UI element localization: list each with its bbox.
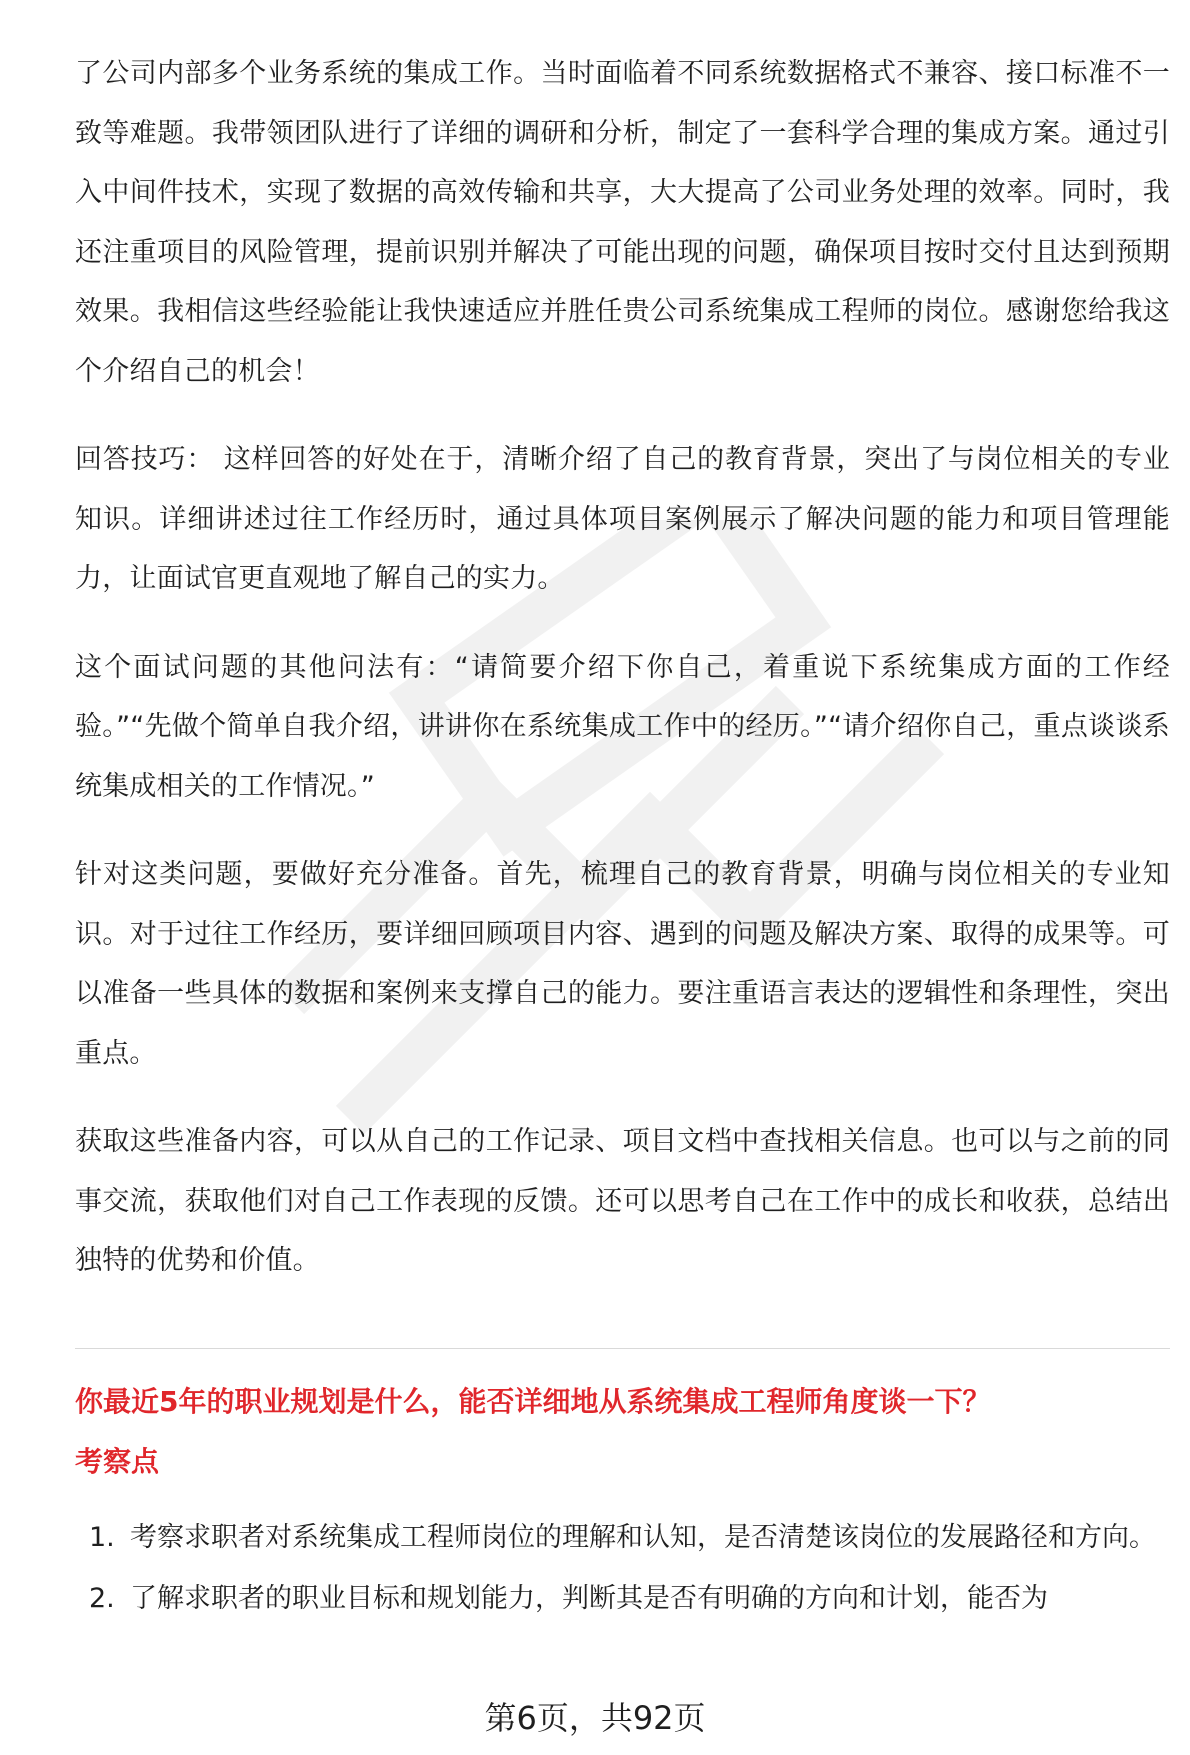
paragraph-preparation: 针对这类问题，要做好充分准备。首先，梳理自己的教育背景，明确与岗位相关的专业知识。对于过往工作经历，要详细回顾项目内容、遇到的问题及解决方案、取得的成果等。可以准备一些具体的数据和案例来支撑自己的能力。要注重语言表达的逻辑性和条理性，突出重点。: [75, 859, 1170, 1069]
paragraph-alternative-questions: 这个面试问题的其他问法有：“请简要介绍下你自己，着重说下系统集成方面的工作经验。”“先做个简单自我介绍，讲讲你在系统集成工作中的经历。”“请介绍你自己，重点谈谈系统集成相关的工作情况。”: [75, 651, 1170, 802]
body-text: [75, 44, 1170, 1320]
list-item-number: 1.: [89, 1522, 115, 1553]
page-number: 第6页，共92页: [484, 1699, 706, 1737]
list-item: [75, 1508, 1170, 1568]
assessment-points-list: [75, 1508, 1170, 1629]
question-heading: 你最近5年的职业规划是什么，能否详细地从系统集成工程师角度谈一下？: [75, 1385, 991, 1418]
list-item-number: 2.: [89, 1582, 115, 1614]
paragraph-sources: 获取这些准备内容，可以从自己的工作记录、项目文档中查找相关信息。也可以与之前的同事交流，获取他们对自己工作表现的反馈。还可以思考自己在工作中的成长和收获，总结出独特的优势和价值。: [75, 1126, 1170, 1276]
list-item-text: 了解求职者的职业目标和规划能力，判断其是否有明确的方向和计划，能否为: [130, 1582, 1048, 1614]
list-item-text: 考察求职者对系统集成工程师岗位的理解和认知，是否清楚该岗位的发展路径和方向。: [130, 1522, 1156, 1553]
paragraph-answer-tips: 回答技巧： 这样回答的好处在于，清晰介绍了自己的教育背景，突出了与岗位相关的专业知识。详细讲述过往工作经历时，通过具体项目案例展示了解决问题的能力和项目管理能力，让面试官更直观地了解自己的实力。: [75, 444, 1170, 594]
list-item: [75, 1569, 1170, 1629]
assessment-points-heading: 考察点: [75, 1445, 160, 1478]
paragraph-experience-continued: 了公司内部多个业务系统的集成工作。当时面临着不同系统数据格式不兼容、接口标准不一致等难题。我带领团队进行了详细的调研和分析，制定了一套科学合理的集成方案。通过引入中间件技术，实现了数据的高效传输和共享，大大提高了公司业务处理的效率。同时，我还注重项目的风险管理，提前识别并解决了可能出现的问题，确保项目按时交付且达到预期效果。我相信这些经验能让我快速适应并胜任贵公司系统集成工程师的岗位。感谢您给我这个介绍自己的机会！: [75, 58, 1170, 387]
section-divider: [75, 1348, 1170, 1349]
